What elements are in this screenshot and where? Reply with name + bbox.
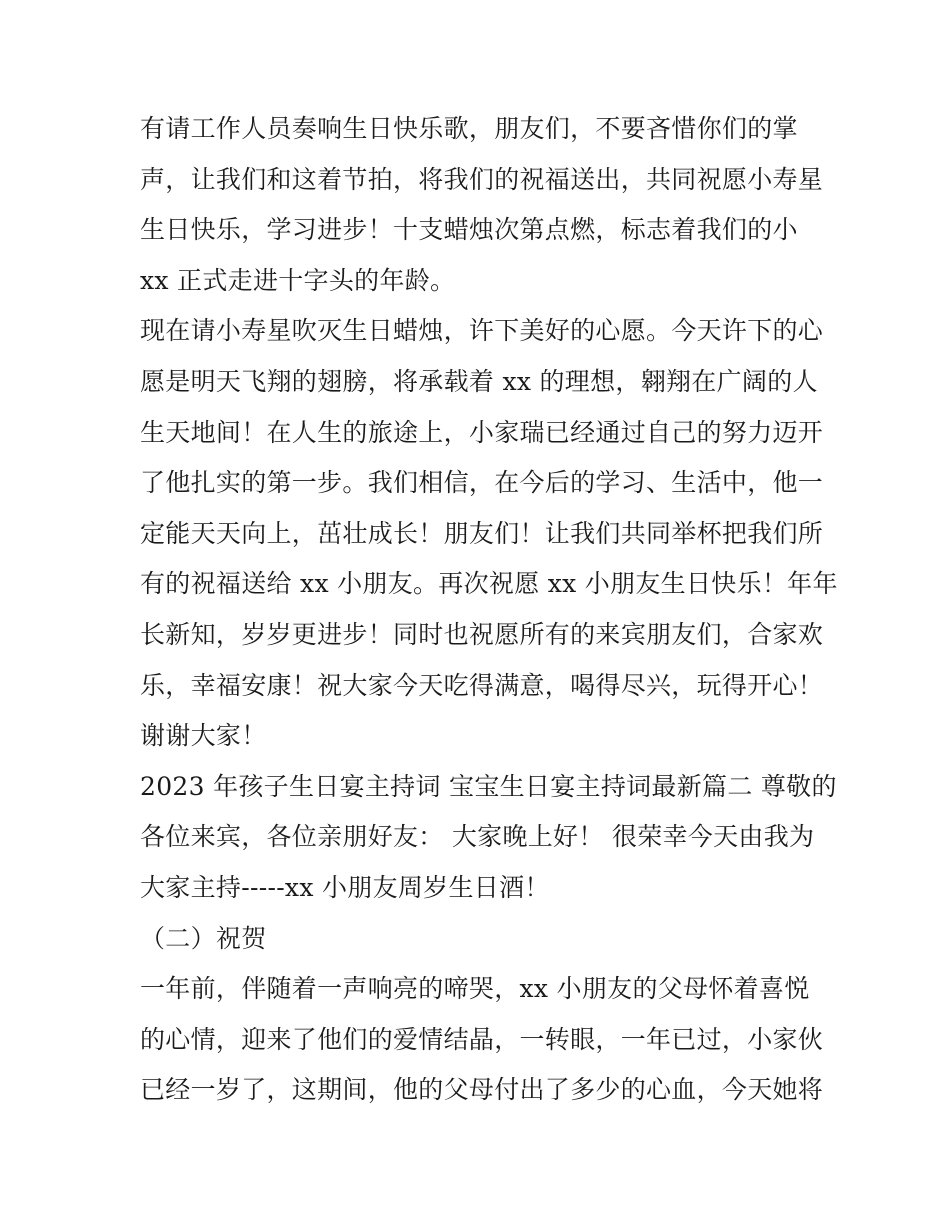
text-line: 各位来宾，各位亲朋好友： 大家晚上好！ 很荣幸今天由我为 <box>140 822 815 852</box>
text-line: 有的祝福送给 xx 小朋友。再次祝愿 xx 小朋友生日快乐！年年 <box>140 569 838 599</box>
text-line: 的心情，迎来了他们的爱情结晶，一转眼，一年已过，小家伙 <box>140 1024 824 1054</box>
text-line: xx 正式走进十字头的年龄。 <box>140 265 456 295</box>
document-body <box>140 104 838 1116</box>
text-line: 现在请小寿星吹灭生日蜡烛，许下美好的心愿。今天许下的心 <box>140 316 824 346</box>
text-line: 谢谢大家！ <box>140 721 267 751</box>
text-line: 一年前，伴随着一声响亮的啼哭，xx 小朋友的父母怀着喜悦 <box>140 974 810 1004</box>
text-line: 乐，幸福安康！祝大家今天吃得满意，喝得尽兴，玩得开心！ <box>140 670 824 700</box>
text-line: 2023 年孩子生日宴主持词 宝宝生日宴主持词最新篇二 尊敬的 <box>140 771 837 801</box>
text-line: 大家主持-----xx 小朋友周岁生日酒！ <box>140 872 550 902</box>
text-line: 了他扎实的第一步。我们相信，在今后的学习、生活中，他一 <box>140 468 824 498</box>
text-line: 声，让我们和这着节拍，将我们的祝福送出，共同祝愿小寿星 <box>140 164 824 194</box>
text-line: 生日快乐，学习进步！十支蜡烛次第点燃，标志着我们的小 <box>140 215 798 245</box>
text-line: 有请工作人员奏响生日快乐歌，朋友们，不要吝惜你们的掌 <box>140 114 798 143</box>
section-heading: （二）祝贺 <box>140 923 267 953</box>
text-line: 生天地间！在人生的旅途上，小家瑞已经通过自己的努力迈开 <box>140 417 824 447</box>
text-line: 愿是明天飞翔的翅膀，将承载着 xx 的理想，翱翔在广阔的人 <box>140 366 818 396</box>
text-line: 长新知，岁岁更进步！同时也祝愿所有的来宾朋友们，合家欢 <box>140 619 824 649</box>
text-line: 已经一岁了，这期间，他的父母付出了多少的心血，今天她将 <box>140 1075 824 1105</box>
text-line: 定能天天向上，茁壮成长！朋友们！让我们共同举杯把我们所 <box>140 518 824 548</box>
